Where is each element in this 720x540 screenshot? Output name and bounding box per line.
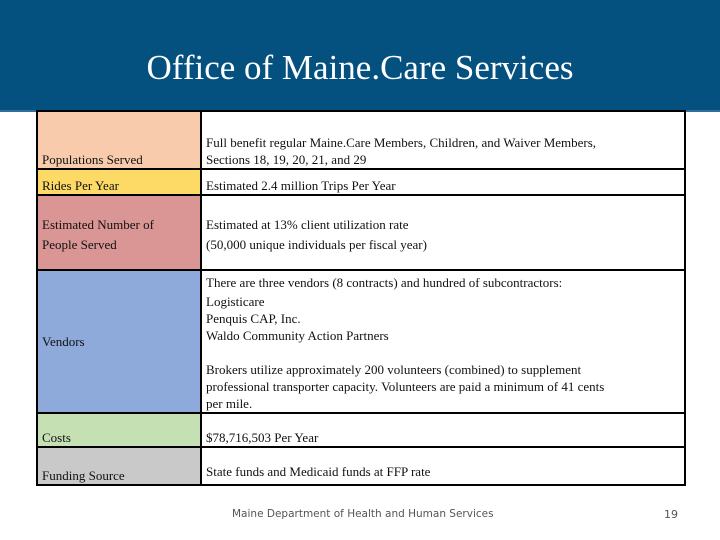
- note-line: professional transporter capacity. Volunteers are paid a minimum of 41 cents: [206, 379, 605, 394]
- row-label: Costs: [37, 413, 201, 447]
- table-row: [37, 447, 685, 485]
- row-value: State funds and Medicaid funds at FFP rate: [201, 447, 685, 485]
- note-line: per mile.: [206, 396, 253, 411]
- row-label: Vendors: [37, 270, 201, 413]
- value-line: Full benefit regular Maine.Care Members, Children, and Waiver Members,: [206, 135, 597, 150]
- value-line: (50,000 unique individuals per fiscal year): [206, 236, 427, 252]
- row-label: Rides Per Year: [37, 169, 201, 195]
- label-line: Estimated Number of: [42, 216, 154, 232]
- vendor-item: Waldo Community Action Partners: [206, 328, 389, 343]
- footer-text: Maine Department of Health and Human Services: [232, 508, 494, 520]
- slide-title: Office of Maine.Care Services: [146, 48, 574, 87]
- vendor-item: Penquis CAP, Inc.: [206, 311, 301, 326]
- note-line: Brokers utilize approximately 200 volunteers (combined) to supplement: [206, 362, 582, 377]
- table-row: [37, 413, 685, 447]
- row-value: [201, 111, 685, 169]
- row-label: Populations Served: [37, 111, 201, 169]
- row-value: Estimated 2.4 million Trips Per Year: [201, 169, 685, 195]
- row-value: $78,716,503 Per Year: [201, 413, 685, 447]
- value-line: Estimated at 13% client utilization rate: [206, 216, 409, 232]
- title-banner: [0, 0, 720, 112]
- row-value: [201, 195, 685, 270]
- table-row: [37, 169, 685, 195]
- row-label: Funding Source: [37, 447, 201, 485]
- row-value: [201, 270, 685, 413]
- table-row: [37, 270, 685, 413]
- value-line: There are three vendors (8 contracts) and hundred of subcontractors:: [206, 275, 563, 290]
- table-row: [37, 195, 685, 270]
- row-label: [37, 195, 201, 270]
- info-table: [36, 110, 686, 486]
- label-line: People Served: [42, 236, 117, 252]
- vendor-item: Logisticare: [206, 294, 265, 309]
- page-number: 19: [664, 508, 678, 521]
- table-row: [37, 111, 685, 169]
- value-line: Sections 18, 19, 20, 21, and 29: [206, 152, 367, 167]
